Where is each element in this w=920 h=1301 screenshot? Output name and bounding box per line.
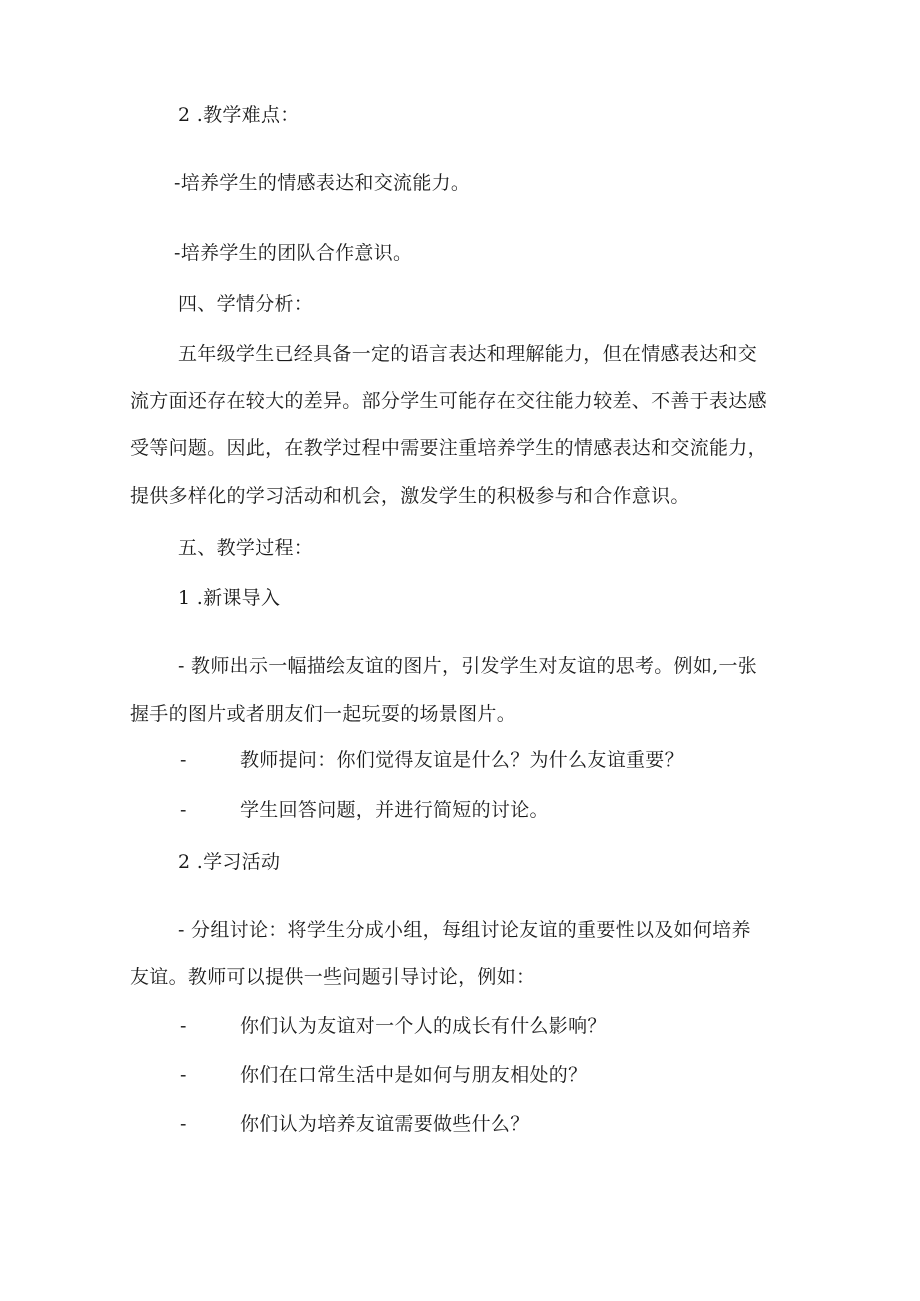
- intro-line: - 教师出示一幅描绘友谊的图片，引发学生对友谊的思考。例如,一张: [178, 655, 758, 677]
- activity-line: 友谊。教师可以提供一些问题引导讨论，例如：: [130, 966, 536, 988]
- difficulty-item: -培养学生的团队合作意识。: [174, 242, 413, 264]
- activity-list-item: 你们在口常生活中是如何与朋友相处的？: [240, 1064, 588, 1086]
- activity-line: - 分组讨论：将学生分成小组，每组讨论友谊的重要性以及如何培养: [178, 919, 751, 941]
- list-dash: -: [180, 799, 187, 821]
- section-heading-analysis: 四、学情分析：: [178, 293, 314, 315]
- difficulty-item: -培养学生的情感表达和交流能力。: [174, 172, 471, 194]
- list-dash: -: [180, 749, 187, 771]
- list-dash: -: [180, 1015, 187, 1037]
- list-dash: -: [180, 1064, 187, 1086]
- intro-list-item: 学生回答问题，并进行简短的讨论。: [240, 799, 549, 821]
- activity-list-item: 你们认为友谊对一个人的成长有什么影响？: [240, 1015, 607, 1037]
- subsection-heading-intro: 1 .新课导入: [178, 587, 281, 609]
- activity-list-item: 你们认为培养友谊需要做些什么？: [240, 1113, 530, 1135]
- intro-list-item: 教师提问：你们觉得友谊是什么？为什么友谊重要？: [240, 749, 684, 771]
- section-heading-difficulty: 2 .教学难点：: [178, 104, 300, 126]
- analysis-line: 受等问题。因此，在教学过程中需要注重培养学生的情感表达和交流能力，: [130, 437, 767, 459]
- subsection-heading-activity: 2 .学习活动: [178, 851, 281, 873]
- analysis-line: 流方面还存在较大的差异。部分学生可能存在交往能力较差、不善于表达感: [130, 390, 767, 412]
- list-dash: -: [180, 1113, 187, 1135]
- analysis-line: 五年级学生已经具备一定的语言表达和理解能力，但在情感表达和交: [178, 343, 758, 365]
- section-heading-process: 五、教学过程：: [178, 537, 314, 559]
- analysis-line: 提供多样化的学习活动和机会，激发学生的积极参与和合作意识。: [130, 485, 690, 507]
- intro-line: 握手的图片或者朋友们一起玩耍的场景图片。: [130, 703, 517, 725]
